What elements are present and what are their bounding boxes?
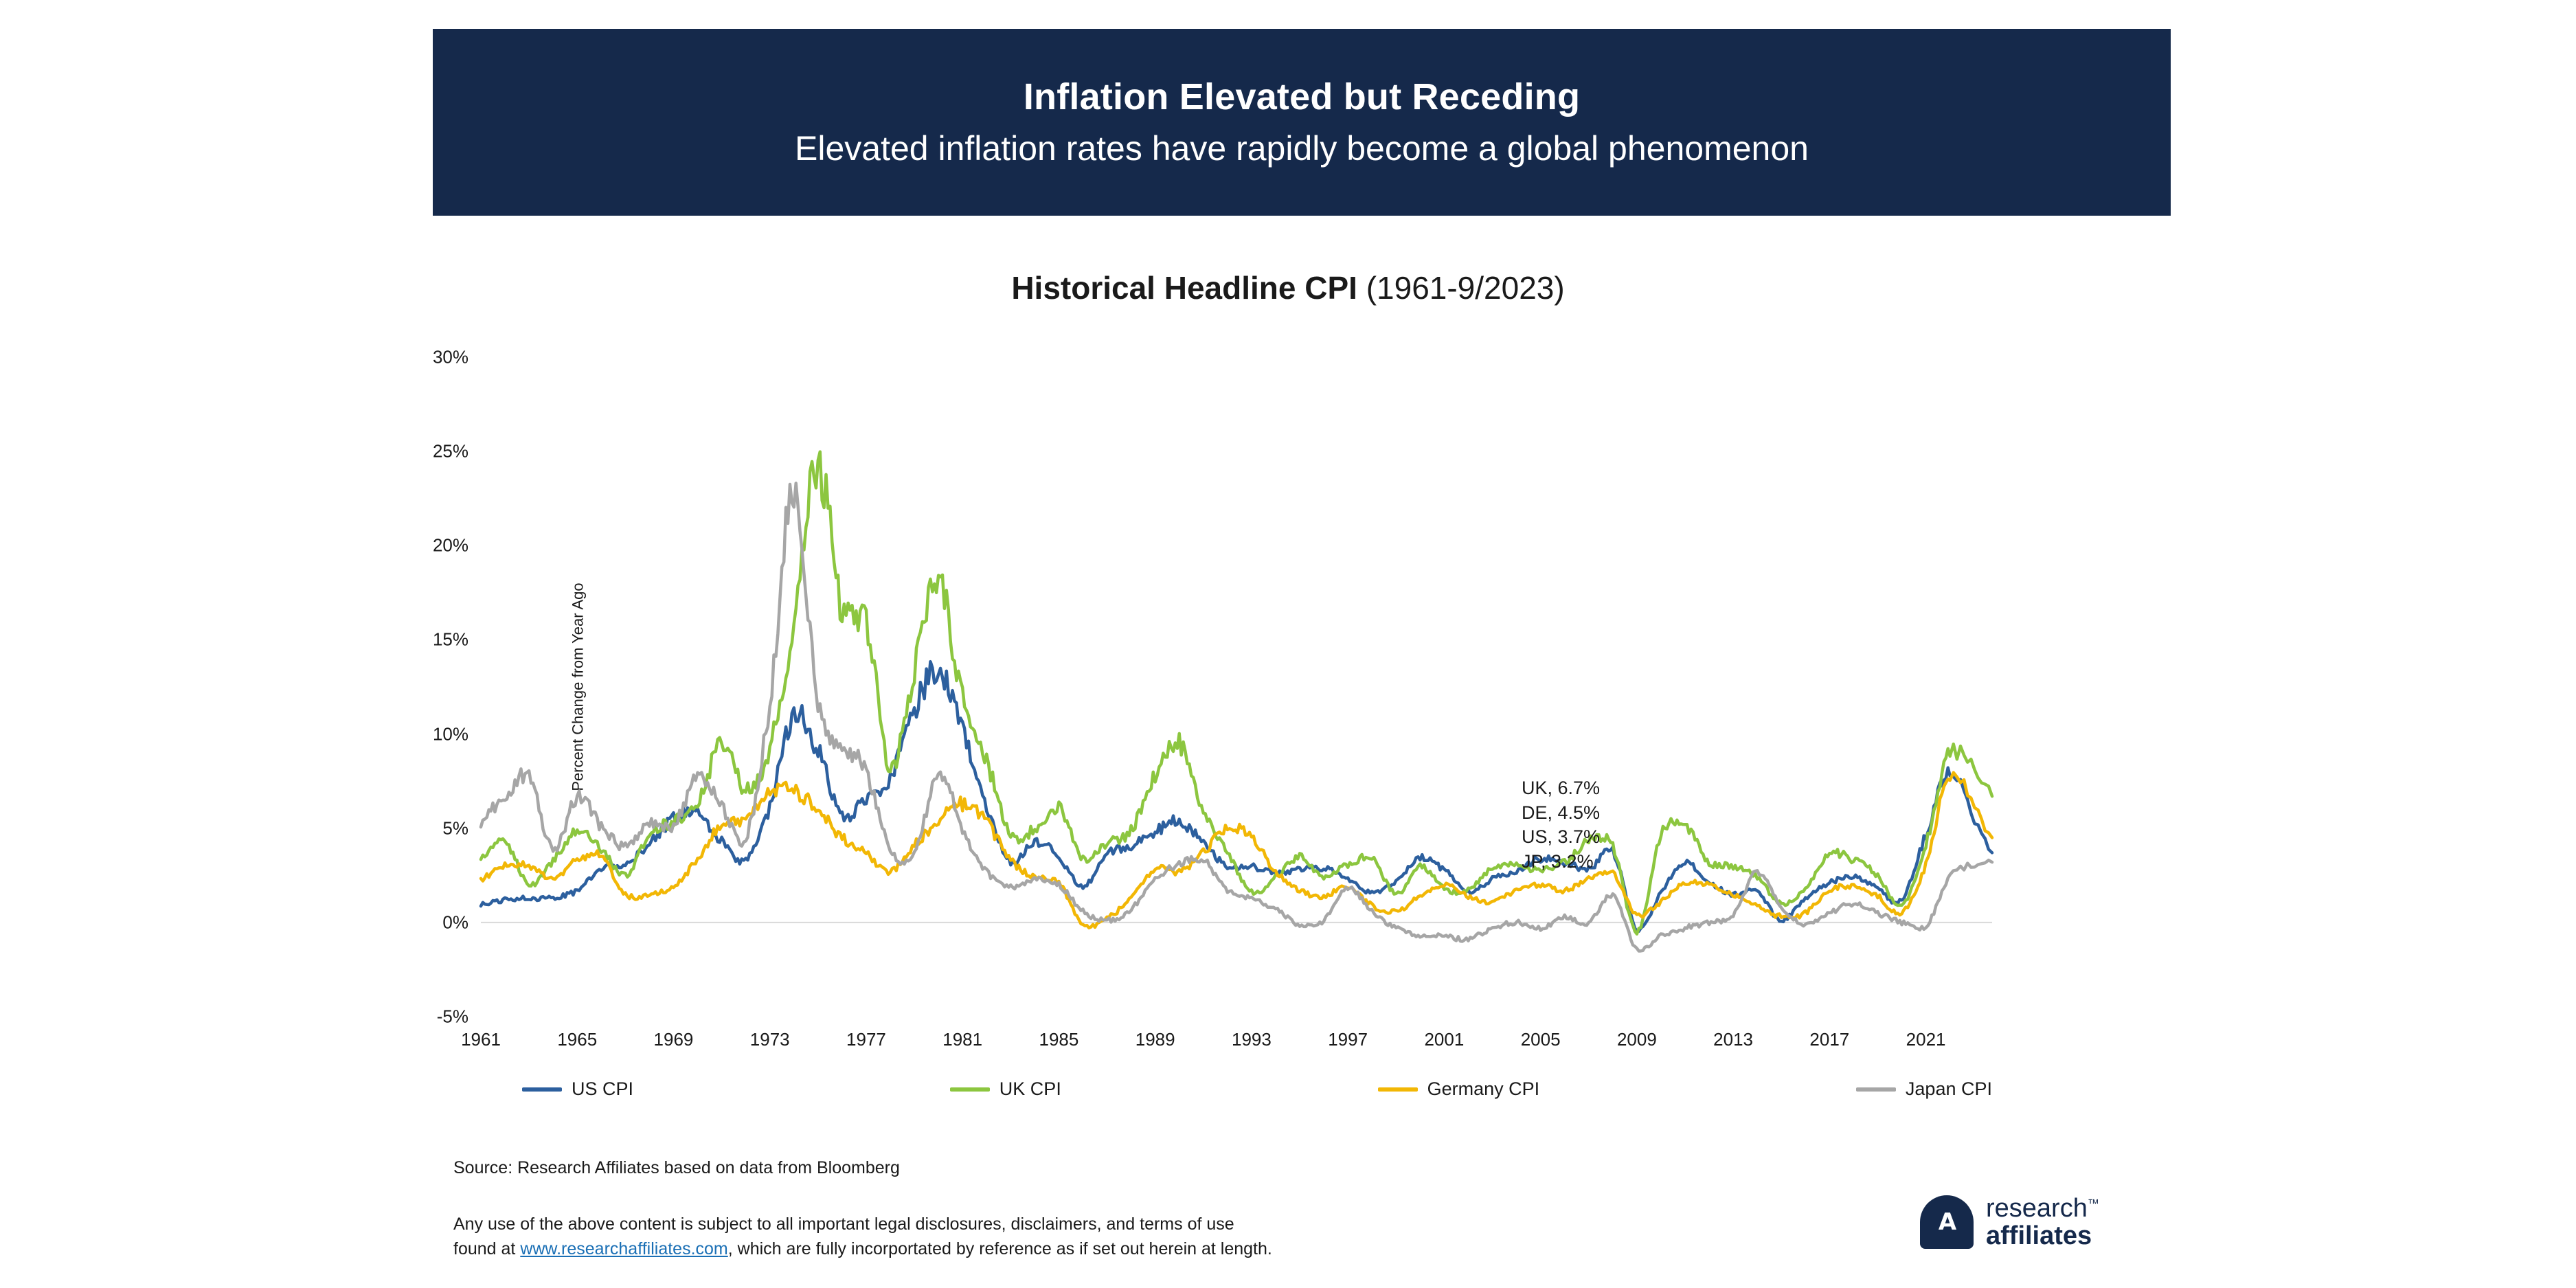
disclaimer-line-1: Any use of the above content is subject to all important legal disclosures, disclaimers, and terms of use [453,1214,1234,1234]
legend-item[interactable] [1856,1078,1992,1100]
logo-line-1: research™ [1986,1194,2099,1223]
y-tick-label: 15% [432,629,468,650]
y-tick-label: 5% [442,817,468,839]
series-line-us-cpi [481,662,1992,931]
chart-plot-area [432,346,1992,1050]
y-tick-label: 30% [432,346,468,368]
y-tick-label: 25% [432,440,468,462]
x-tick-label: 1989 [1135,1029,1175,1050]
legend-item[interactable] [1378,1078,1540,1100]
legend-swatch-icon [1856,1087,1896,1092]
logo-mark-glyph: A [1938,1208,1956,1236]
series-line-japan-cpi [481,483,1992,951]
x-tick-label: 1981 [942,1029,983,1050]
series-end-label: JP, 3.2% [1522,850,1594,872]
legend-label: US CPI [572,1078,634,1099]
chart-lines [481,357,1992,1017]
x-tick-label: 1997 [1328,1029,1368,1050]
x-tick-label: 2017 [1809,1029,1850,1050]
series-line-germany-cpi [481,773,1992,928]
chart-title-range: (1961-9/2023) [1366,270,1565,306]
x-tick-label: 1961 [461,1029,501,1050]
x-tick-label: 1977 [846,1029,886,1050]
y-tick-label: 0% [442,912,468,933]
logo-line-2: affiliates [1986,1221,2092,1250]
logo-mark-icon [1920,1195,1974,1249]
legend-swatch-icon [950,1087,990,1092]
y-tick-label: 20% [432,534,468,556]
logo-wordmark [1986,1195,2099,1249]
source-note: Source: Research Affiliates based on data from Bloomberg [453,1158,900,1177]
x-tick-label: 1969 [653,1029,694,1050]
research-affiliates-logo [1920,1195,2099,1249]
series-line-uk-cpi [481,452,1992,934]
legend-item[interactable] [522,1078,633,1100]
chart-legend [522,1078,1992,1100]
y-tick-label: 10% [432,723,468,745]
legend-swatch-icon [1378,1087,1418,1092]
y-axis-label: Percent Change from Year Ago [569,583,587,791]
x-tick-label: 1965 [557,1029,598,1050]
legend-label: UK CPI [999,1078,1061,1099]
chart-title [0,269,2576,306]
x-tick-label: 2021 [1906,1029,1946,1050]
research-affiliates-link[interactable]: www.researchaffiliates.com [520,1239,728,1259]
banner-subtitle: Elevated inflation rates have rapidly become a global phenomenon [795,129,1809,168]
series-end-label: UK, 6.7% [1522,778,1601,798]
header-banner [433,29,2171,216]
disclaimer-note [453,1212,1896,1262]
chart-title-main: Historical Headline CPI [1011,270,1366,306]
x-tick-label: 1985 [1039,1029,1079,1050]
y-tick-label: -5% [436,1006,468,1027]
legend-item[interactable] [950,1078,1061,1100]
x-tick-label: 2001 [1424,1029,1465,1050]
x-tick-label: 1973 [749,1029,790,1050]
series-end-label: DE, 4.5% [1522,802,1601,823]
legend-label: Germany CPI [1427,1078,1540,1099]
x-tick-label: 2013 [1713,1029,1754,1050]
banner-title: Inflation Elevated but Receding [1023,76,1581,117]
disclaimer-line-2-post: , which are fully incorportated by reference as if set out herein at length. [727,1239,1272,1259]
x-tick-label: 1993 [1231,1029,1272,1050]
disclaimer-line-2-pre: found at [453,1239,521,1259]
x-tick-label: 2005 [1520,1029,1561,1050]
chart-svg [481,357,1992,1017]
series-end-label: US, 3.7% [1522,826,1601,848]
legend-swatch-icon [522,1087,562,1092]
legend-label: Japan CPI [1905,1078,1992,1099]
series-end-labels [1522,776,1728,874]
x-tick-label: 2009 [1616,1029,1657,1050]
logo-trademark: ™ [2087,1197,2099,1210]
